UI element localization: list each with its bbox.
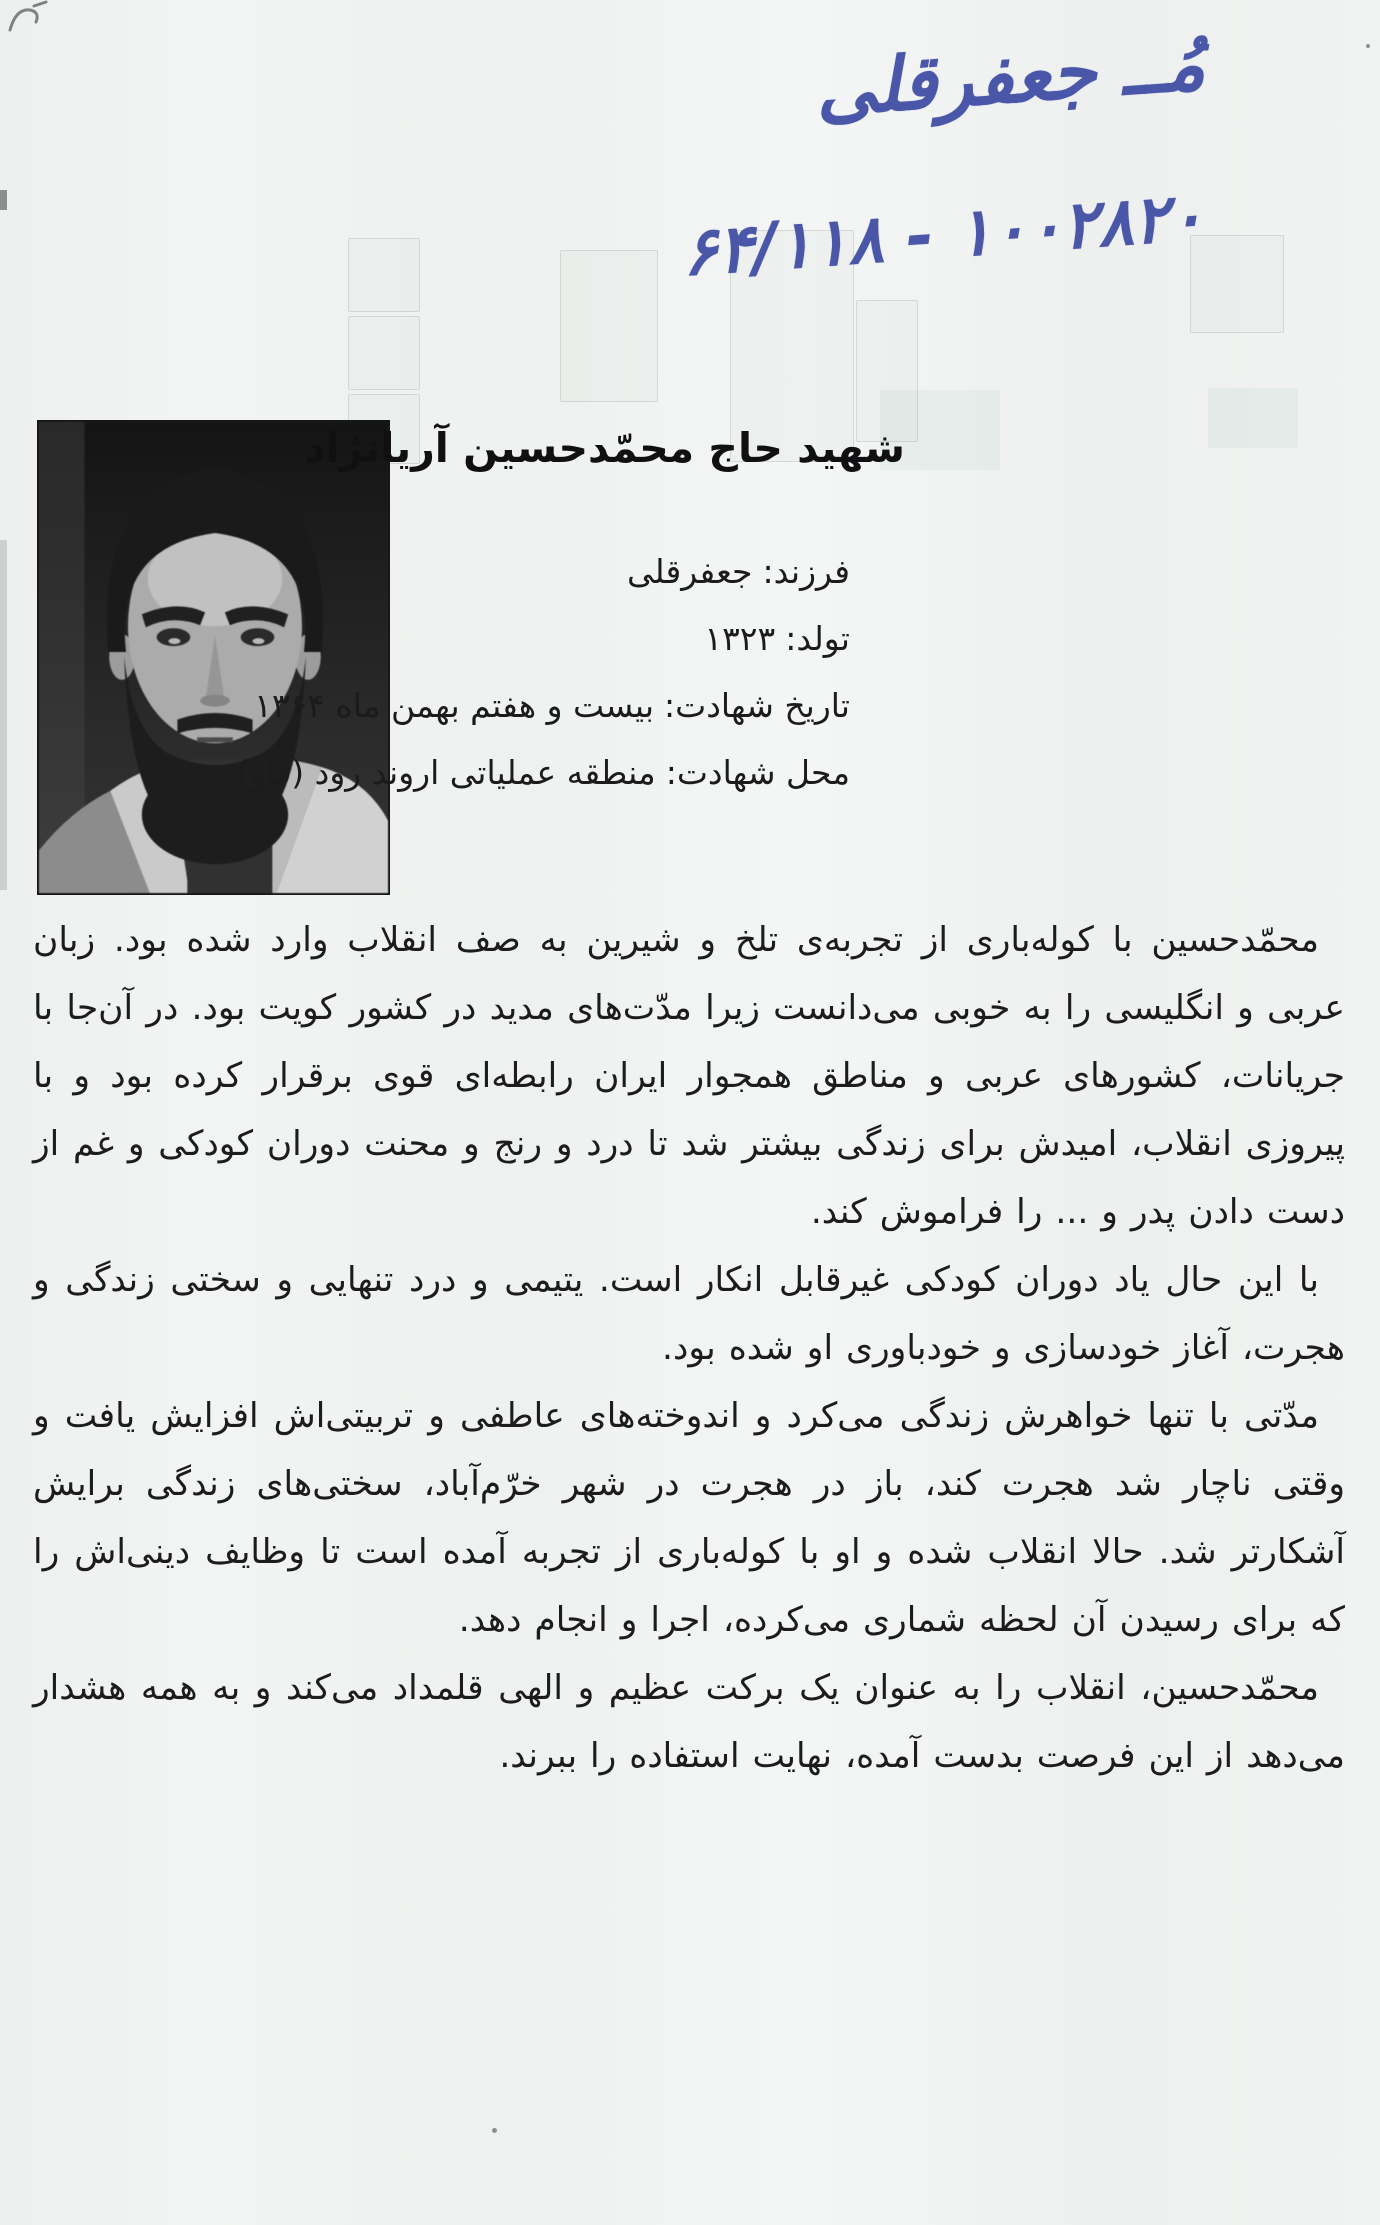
biography-paragraph: با این حال یاد دوران کودکی غیرقابل انکار است. یتیمی و درد تنهایی و سختی زندگی و هجرت، آغاز خودسازی و خودباوری او شده بود. — [33, 1260, 1345, 1368]
scan-speck — [1366, 44, 1370, 48]
field-martyrdom-date-label: تاریخ شهادت: — [664, 686, 850, 725]
martyr-info-block — [237, 538, 850, 806]
bleedthrough-artifact — [1208, 388, 1298, 448]
field-birth-value: ۱۳۲۳ — [704, 619, 776, 658]
handwritten-name-annotation: مُــ جعفرقلی — [812, 20, 1208, 134]
scan-shadow-streak — [0, 540, 7, 890]
field-martyrdom-place-value: منطقه عملیاتی اروند رود (فاو) — [236, 753, 656, 792]
biography-paragraph: محمّدحسین با کوله‌باری از تجربه‌ی تلخ و شیرین به صف انقلاب وارد شده بود. زبان عربی و انگلیسی را به خوبی می‌دانست زیرا مدّت‌های مدید در کشور کویت بود. در آن‌جا با جریانات، کشورهای عربی و مناطق همجوار ایران رابطه‌ای قوی برقرار کرده بود و با پیروزی انقلاب، امیدش برای زندگی بیشتر شد تا درد و رنج و محنت دوران کودکی و غم از دست دادن پدر و ... را فراموش کند. — [33, 920, 1345, 1232]
field-martyrdom-date-value: بیست و هفتم بهمن ماه ۱۳۶۴ — [254, 686, 655, 725]
page-edge-mark — [0, 190, 7, 210]
scan-speck — [492, 2128, 497, 2133]
martyr-title: شهید حاج محمّدحسین آریانژاد — [304, 424, 905, 472]
field-birth — [237, 605, 850, 672]
biography-paragraph: محمّدحسین، انقلاب را به عنوان یک برکت عظیم و الهی قلمداد می‌کند و به همه هشدار می‌دهد از این فرصت بدست آمده، نهایت استفاده را ببرند. — [33, 1668, 1345, 1776]
biography-paragraph: مدّتی با تنها خواهرش زندگی می‌کرد و اندوخته‌های عاطفی و تربیتی‌اش افزایش یافت و وقتی ناچار شد هجرت کند، باز در هجرت در شهر خرّم‌آباد، سختی‌های زندگی برایش آشکارتر شد. حالا انقلاب شده و او با کوله‌باری از تجربه آمده است تا وظایف دینی‌اش را که برای رسیدن آن لحظه شماری می‌کرده، اجرا و انجام دهد. — [33, 1396, 1345, 1640]
field-martyrdom-place-label: محل شهادت: — [665, 753, 850, 792]
field-birth-label: تولد: — [785, 619, 850, 658]
field-father-value: جعفرقلی — [627, 552, 753, 591]
field-father-label: فرزند: — [762, 552, 850, 591]
field-martyrdom-place — [237, 739, 850, 806]
bleedthrough-artifact — [348, 316, 420, 390]
handwritten-number-annotation: ۶۴/۱۱۸ - ۱۰۰۲۸۲۰ — [679, 177, 1207, 292]
bleedthrough-artifact — [348, 238, 420, 312]
field-father — [237, 538, 850, 605]
corner-pencil-mark — [6, 0, 52, 40]
field-martyrdom-date — [237, 672, 850, 739]
biography-article — [33, 906, 1345, 1790]
